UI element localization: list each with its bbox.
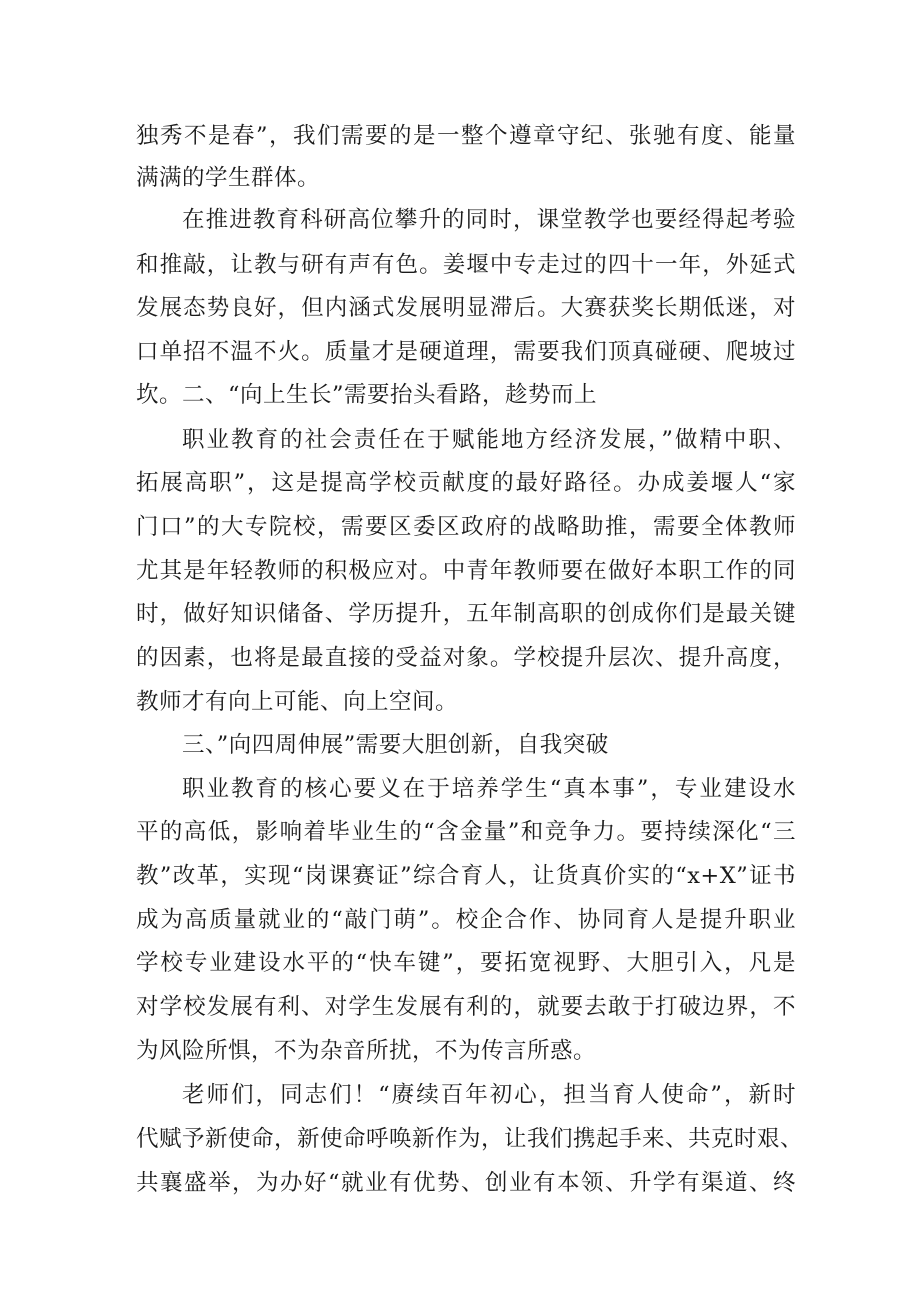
text-line: 职业教育的社会责任在于赋能地方经济发展，”做精中职、 bbox=[182, 427, 796, 453]
section-heading: 三、”向四周伸展”需要大胆创新，自我突破 bbox=[182, 732, 609, 758]
text-line: 老师们，同志们！“赓续百年初心，担当育人使命”，新时 bbox=[182, 1082, 796, 1108]
text-line: 独秀不是春”，我们需要的是一整个遵章守纪、张驰有度、能量 bbox=[136, 123, 796, 149]
text-line: 时，做好知识储备、学历提升，五年制高职的创成你们是最关键 bbox=[136, 601, 796, 627]
text-line: 尤其是年轻教师的积极应对。中青年教师要在做好本职工作的同 bbox=[136, 558, 796, 584]
text-line: 在推进教育科研高位攀升的同时，课堂教学也要经得起考验 bbox=[182, 207, 796, 233]
text-line: 为风险所惧，不为杂音所扰，不为传言所惑。 bbox=[136, 1038, 597, 1064]
text-line: 共襄盛举，为办好“就业有优势、创业有本领、升学有渠道、终 bbox=[136, 1170, 796, 1196]
text-line: 口单招不温不火。质量才是硬道理，需要我们顶真碰硬、爬坡过 bbox=[136, 339, 796, 365]
text-line: 学校专业建设水平的“快车键”，要拓宽视野、大胆引入，凡是 bbox=[136, 950, 796, 976]
text-line: 成为高质量就业的“敲门萌”。校企合作、协同育人是提升职业 bbox=[136, 907, 796, 933]
text-line: 平的高低，影响着毕业生的“含金量”和竞争力。要持续深化“三 bbox=[136, 819, 796, 845]
text-line: 教”改革，实现“岗课赛证”综合育人，让货真价实的“x+X”证书 bbox=[136, 863, 796, 889]
text-line: 对学校发展有利、对学生发展有利的，就要去敢于打破边界，不 bbox=[136, 994, 796, 1020]
text-line: 满满的学生群体。 bbox=[136, 165, 321, 191]
text-line: 代赋予新使命，新使命呼唤新作为，让我们携起手来、共克时艰、 bbox=[136, 1126, 804, 1152]
text-line: 的因素，也将是最直接的受益对象。学校提升层次、提升高度， bbox=[136, 645, 796, 671]
text-line: 职业教育的核心要义在于培养学生“真本事”，专业建设水 bbox=[182, 776, 796, 802]
text-line: 门口”的大专院校，需要区委区政府的战略助推，需要全体教师 bbox=[136, 514, 796, 540]
text-line: 教师才有向上可能、向上空间。 bbox=[136, 689, 459, 715]
text-line: 和推敲，让教与研有声有色。姜堰中专走过的四十一年，外延式 bbox=[136, 252, 796, 278]
text-line: 坎。二、“向上生长”需要抬头看路，趁势而上 bbox=[136, 382, 598, 408]
text-line: 拓展高职”，这是提高学校贡献度的最好路径。办成姜堰人“家 bbox=[136, 470, 796, 496]
text-line: 发展态势良好，但内涵式发展明显滞后。大赛获奖长期低迷，对 bbox=[136, 295, 796, 321]
